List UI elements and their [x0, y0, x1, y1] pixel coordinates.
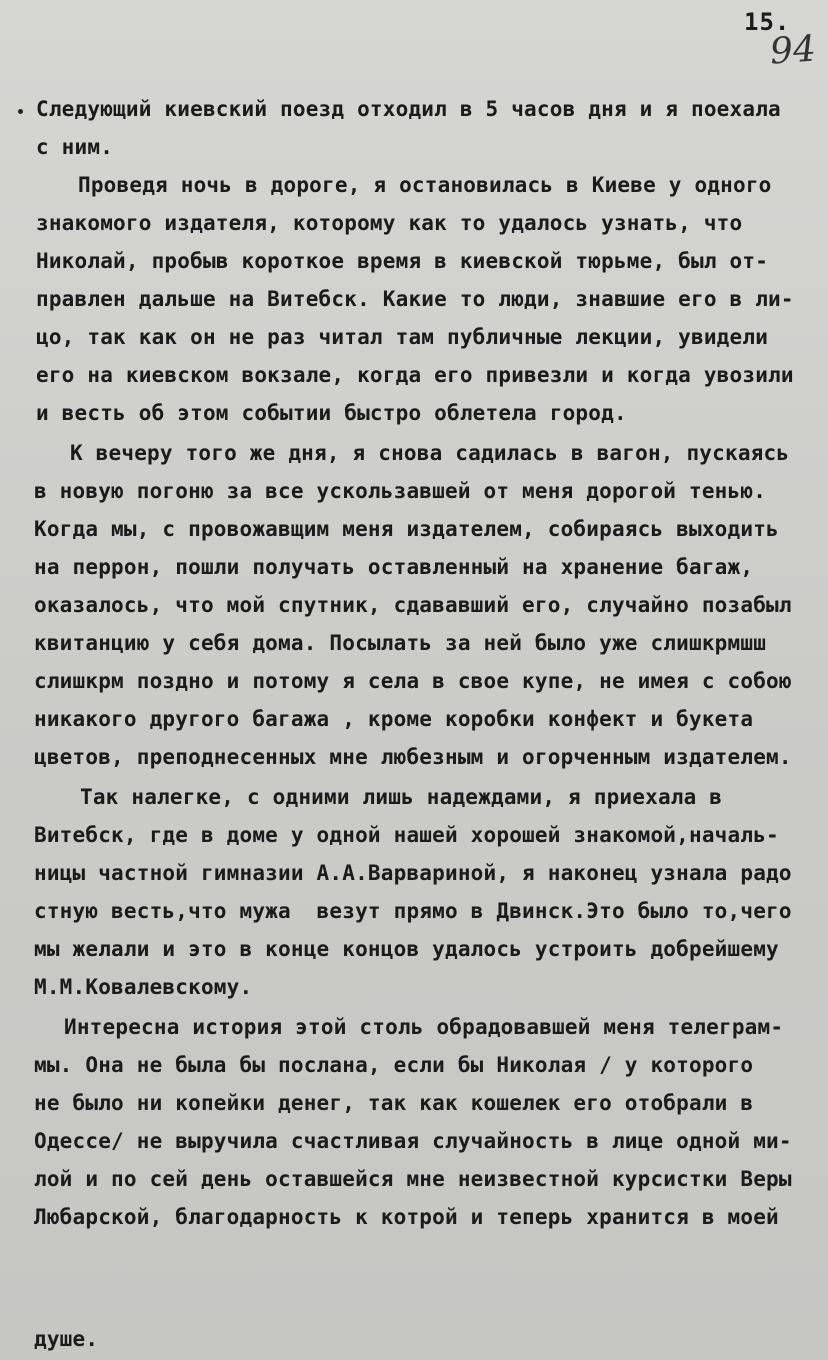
text-line: Витебск, где в доме у одной нашей хорошей знакомой,началь- [34, 823, 779, 847]
text-line: на перрон, пошли получать оставленный на хранение багаж, [34, 555, 754, 579]
text-line: Николай, пробыв короткое время в киевской тюрьме, был от- [36, 249, 769, 273]
text-line: душе. [34, 1327, 99, 1351]
text-line: правлен дальше на Витебск. Какие то люди, знавшие его в ли- [36, 287, 794, 311]
text-line: не было ни копейки денег, так как кошелек его отобрали в [34, 1091, 754, 1115]
text-line: стную весть,что мужа везут прямо в Двинск.Это было то,чего [34, 899, 792, 923]
text-line: Так налегке, с одними лишь надеждами, я приехала в [80, 785, 723, 809]
text-line: в новую погоню за все ускользавшей от меня дорогой тенью. [34, 479, 767, 503]
text-line: цветов, преподнесенных мне любезным и огорченным издателем. [34, 745, 792, 769]
text-line: Одессе/ не выручила счастливая случайность в лице одной ми- [34, 1129, 792, 1153]
text-line: Следующий киевский поезд отходил в 5 часов дня и я поехала [36, 97, 781, 121]
text-line: слишкрм поздно и потому я села в свое купе, не имея с собою [34, 669, 792, 693]
text-line: мы. Она не была бы послана, если бы Николая / у которого [34, 1053, 754, 1077]
handwritten-page-number: 94 [768, 28, 818, 73]
text-line: мы желали и это в конце концов удалось устроить добрейшему [34, 937, 779, 961]
text-line: ницы частной гимназии А.А.Варвариной, я наконец узнала радо [34, 861, 792, 885]
page-number: 15. [744, 8, 791, 36]
text-line: его на киевском вокзале, когда его привезли и когда увозили [36, 363, 794, 387]
text-line: М.М.Ковалевскому. [34, 975, 253, 999]
margin-dot [18, 109, 23, 114]
text-line: лой и по сей день оставшейся мне неизвестной курсистки Веры [34, 1167, 792, 1191]
text-line: никакого другого багажа , кроме коробки конфект и букета [34, 707, 754, 731]
text-line: с ним. [36, 135, 114, 159]
text-line: квитанцию у себя дома. Посылать за ней было уже слишкрмшш [34, 631, 767, 655]
text-line: оказалось, что мой спутник, сдававший его, случайно позабыл [34, 593, 792, 617]
text-line: Любарской, благодарность к котрой и теперь хранится в моей [34, 1205, 779, 1229]
text-line: знакомого издателя, которому как то удалось узнать, что [36, 211, 743, 235]
text-line: Когда мы, с провожавщим меня издателем, собираясь выходить [34, 517, 779, 541]
text-line: и весть об этом событии быстро облетела город. [36, 401, 627, 425]
text-line: К вечеру того же дня, я снова садилась в вагон, пускаясь [70, 441, 790, 465]
text-line: цо, так как он не раз читал там публичные лекции, увидели [36, 325, 769, 349]
text-line: Проведя ночь в дороге, я остановилась в Киеве у одного [78, 173, 772, 197]
text-line: Интересна история этой столь обрадовавшей меня телеграм- [64, 1015, 784, 1039]
